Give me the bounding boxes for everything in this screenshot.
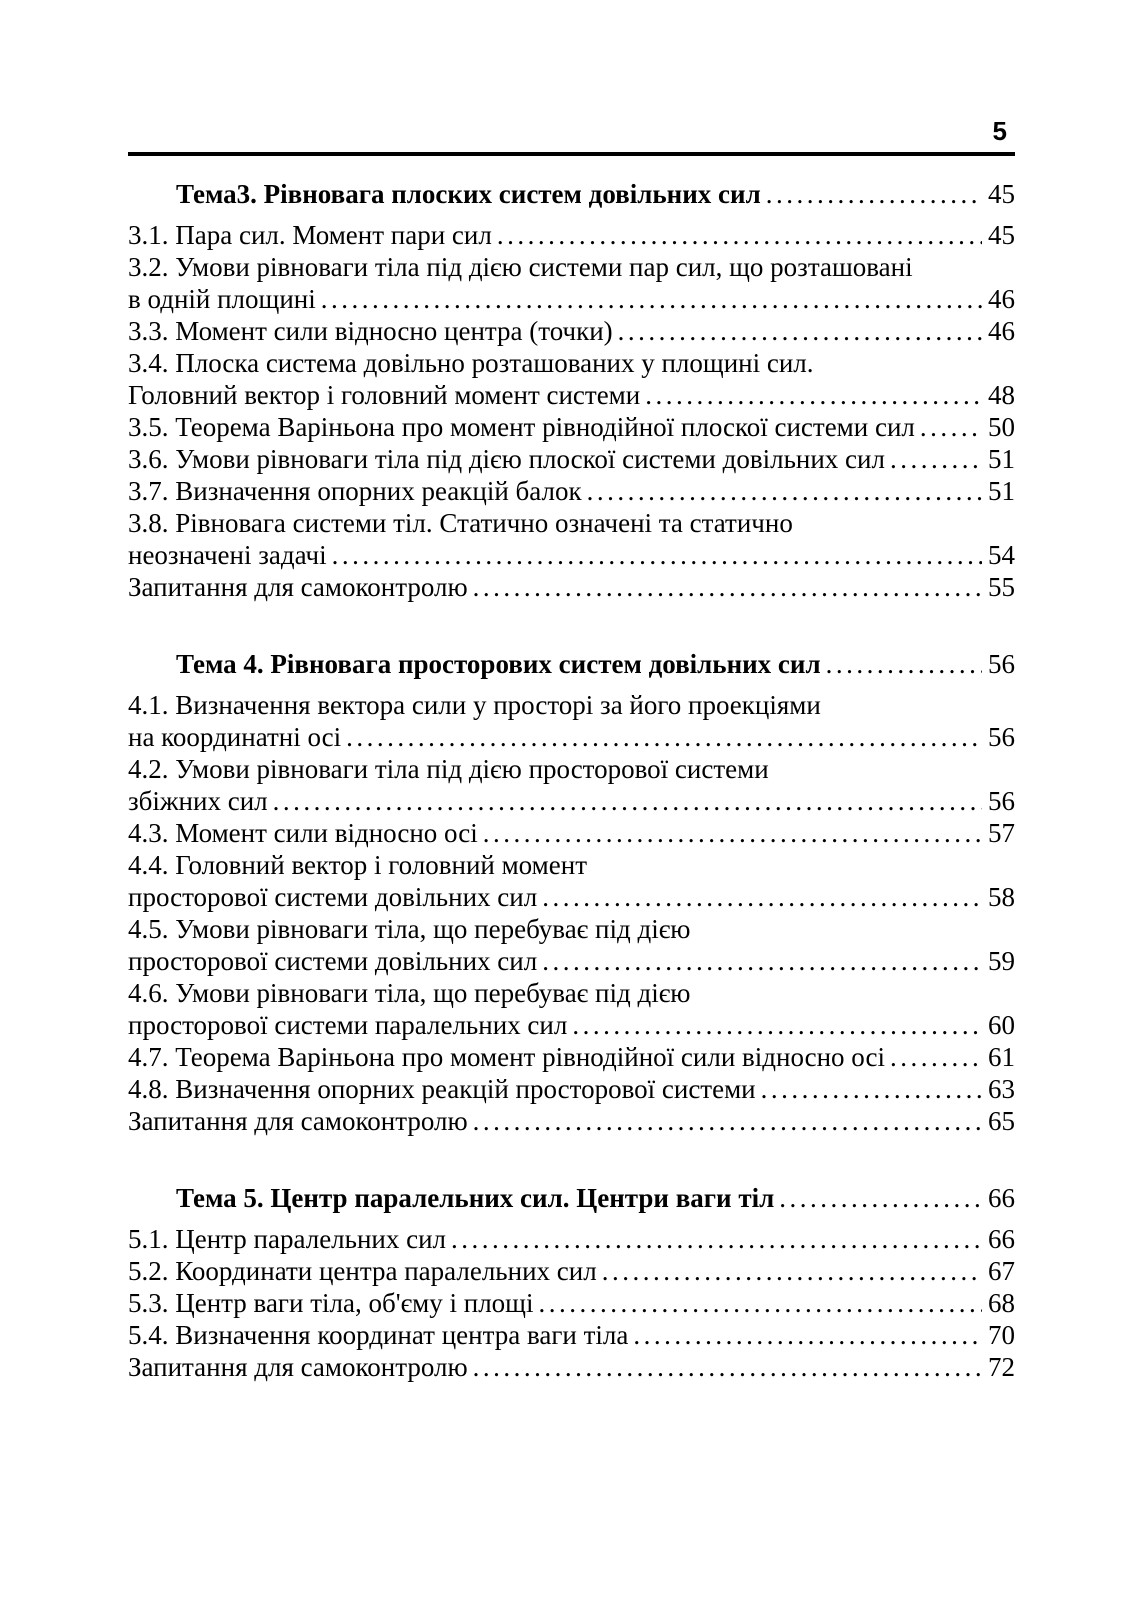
dot-leader	[779, 1182, 982, 1214]
toc-entry	[128, 753, 1015, 817]
dot-leader	[602, 1255, 982, 1287]
page-number-header: 5	[992, 116, 1007, 146]
toc-entry-row	[128, 283, 1015, 315]
toc-page-number: 51	[988, 444, 1015, 474]
toc-entry-row	[128, 945, 1015, 977]
toc-entry	[128, 1319, 1015, 1351]
toc-entry-row	[128, 1255, 1015, 1287]
dot-leader	[587, 475, 982, 507]
dot-leader	[920, 411, 982, 443]
toc-entry	[128, 1073, 1015, 1105]
dot-leader	[766, 178, 982, 210]
toc-entry-label: Головний вектор і головний момент системи	[128, 380, 641, 410]
toc-page-number: 61	[988, 1042, 1015, 1072]
toc-entry-label: просторової системи довільних сил	[128, 946, 538, 976]
dot-leader	[538, 1287, 982, 1319]
toc-entry-label: збіжних сил	[128, 786, 268, 816]
toc-entry-row	[128, 411, 1015, 443]
toc-entry-line: 4.6. Умови рівноваги тіла, що перебуває під дією	[128, 978, 691, 1008]
toc-heading-row	[128, 178, 1015, 210]
toc-entry-row	[128, 219, 1015, 251]
toc-heading-row	[128, 1182, 1015, 1214]
toc-entry-label: 3.5. Теорема Варіньона про момент рівнодійної плоскої системи сил	[128, 412, 915, 442]
toc-entry-row	[128, 785, 1015, 817]
toc-entry	[128, 219, 1015, 251]
toc-entry-line: 3.8. Рівновага системи тіл. Статично означені та статично	[128, 508, 793, 538]
toc-entry-line: 4.5. Умови рівноваги тіла, що перебуває під дією	[128, 914, 691, 944]
toc-page-number: 72	[988, 1352, 1015, 1382]
dot-leader	[890, 1041, 982, 1073]
toc-section	[128, 648, 1015, 1137]
dot-leader	[473, 1351, 982, 1383]
toc-entry-row	[128, 379, 1015, 411]
dot-leader	[890, 443, 982, 475]
dot-leader	[473, 571, 982, 603]
toc-entry-row	[128, 1073, 1015, 1105]
toc-entry-label: 3.6. Умови рівноваги тіла під дією плоскої системи довільних сил	[128, 444, 885, 474]
toc-entry	[128, 1287, 1015, 1319]
toc-page-number: 68	[988, 1288, 1015, 1318]
toc-entry-label: в одній площині	[128, 284, 316, 314]
dot-leader	[483, 817, 982, 849]
toc-entry-row	[128, 443, 1015, 475]
toc-page-number: 55	[988, 572, 1015, 602]
toc-entry	[128, 689, 1015, 753]
toc-entry	[128, 913, 1015, 977]
toc-entry-row	[128, 721, 1015, 753]
toc-page-number: 50	[988, 412, 1015, 442]
toc-page-number: 57	[988, 818, 1015, 848]
toc-entry-label: на координатні осі	[128, 722, 342, 752]
toc-entry-row	[128, 817, 1015, 849]
toc-entry-line: 4.4. Головний вектор і головний момент	[128, 850, 587, 880]
toc-page-number: 65	[988, 1106, 1015, 1136]
toc-entry-row	[128, 1105, 1015, 1137]
dot-leader	[826, 648, 982, 680]
toc-page-number: 54	[988, 540, 1015, 570]
toc-entry-label: Запитання для самоконтролю	[128, 1352, 468, 1382]
toc-section	[128, 1182, 1015, 1383]
toc-entry-label: 5.4. Визначення координат центра ваги тіла	[128, 1320, 629, 1350]
toc-page-number: 56	[988, 786, 1015, 816]
toc-entry-label: неозначені задачі	[128, 540, 327, 570]
toc-entry-label: просторової системи довільних сил	[128, 882, 538, 912]
toc-page-number: 56	[988, 649, 1015, 679]
toc-entry-row	[128, 1041, 1015, 1073]
dot-leader	[572, 1009, 982, 1041]
toc-entry	[128, 507, 1015, 571]
toc-entry-label: 3.1. Пара сил. Момент пари сил	[128, 220, 492, 250]
toc-entry-label: 4.7. Теорема Варіньона про момент рівнодійної сили відносно осі	[128, 1042, 885, 1072]
toc-page-number: 58	[988, 882, 1015, 912]
dot-leader	[451, 1223, 982, 1255]
toc-entry-label: просторової системи паралельних сил	[128, 1010, 568, 1040]
toc-entry-row	[128, 1009, 1015, 1041]
toc-page-number: 51	[988, 476, 1015, 506]
toc-page-number: 45	[988, 179, 1015, 209]
toc-page-number: 63	[988, 1074, 1015, 1104]
toc-entry	[128, 1105, 1015, 1137]
toc-entry-line: 3.2. Умови рівноваги тіла під дією системи пар сил, що розташовані	[128, 252, 913, 282]
toc-heading-label: Тема 5. Центр паралельних сил. Центри ваги тіл	[176, 1183, 775, 1213]
toc-entry-row	[128, 475, 1015, 507]
toc	[128, 178, 1015, 1383]
toc-entry-label: 3.7. Визначення опорних реакцій балок	[128, 476, 582, 506]
toc-entry-row	[128, 1319, 1015, 1351]
toc-entry	[128, 1041, 1015, 1073]
toc-page-number: 60	[988, 1010, 1015, 1040]
toc-entry-row	[128, 1351, 1015, 1383]
toc-page-number: 56	[988, 722, 1015, 752]
toc-entry	[128, 1255, 1015, 1287]
toc-page-number: 59	[988, 946, 1015, 976]
toc-entry	[128, 251, 1015, 315]
toc-page-number: 70	[988, 1320, 1015, 1350]
dot-leader	[321, 283, 982, 315]
toc-entry	[128, 817, 1015, 849]
toc-entry-row	[128, 539, 1015, 571]
toc-page-number: 46	[988, 316, 1015, 346]
toc-page-number: 66	[988, 1183, 1015, 1213]
toc-entry	[128, 315, 1015, 347]
toc-entry	[128, 411, 1015, 443]
dot-leader	[346, 721, 982, 753]
toc-entry-label: Запитання для самоконтролю	[128, 572, 468, 602]
toc-section	[128, 178, 1015, 603]
toc-entry-label: 5.1. Центр паралельних сил	[128, 1224, 447, 1254]
toc-heading-label: Тема 4. Рівновага просторових систем довільних сил	[176, 649, 821, 679]
toc-heading-label: Тема3. Рівновага плоских систем довільних сил	[176, 179, 761, 209]
dot-leader	[633, 1319, 982, 1351]
toc-entry-label: 5.3. Центр ваги тіла, об'єму і площі	[128, 1288, 534, 1318]
toc-entry-row	[128, 881, 1015, 913]
toc-page-number: 45	[988, 220, 1015, 250]
toc-entry-row	[128, 1287, 1015, 1319]
toc-entry-label: Запитання для самоконтролю	[128, 1106, 468, 1136]
toc-entry	[128, 571, 1015, 603]
toc-entry-line: 3.4. Плоска система довільно розташованих у площині сил.	[128, 348, 814, 378]
toc-entry-row	[128, 571, 1015, 603]
dot-leader	[332, 539, 982, 571]
dot-leader	[761, 1073, 982, 1105]
toc-entry	[128, 1223, 1015, 1255]
header-rule	[128, 152, 1015, 156]
toc-entry-line: 4.1. Визначення вектора сили у просторі за його проекціями	[128, 690, 821, 720]
toc-entry	[128, 849, 1015, 913]
toc-entry-label: 4.3. Момент сили відносно осі	[128, 818, 478, 848]
toc-page-number: 66	[988, 1224, 1015, 1254]
dot-leader	[497, 219, 982, 251]
toc-entry-row	[128, 1223, 1015, 1255]
toc-page-number: 67	[988, 1256, 1015, 1286]
dot-leader	[542, 881, 982, 913]
toc-entry-row	[128, 315, 1015, 347]
dot-leader	[473, 1105, 982, 1137]
toc-entry-label: 4.8. Визначення опорних реакцій просторової системи	[128, 1074, 756, 1104]
toc-entry	[128, 475, 1015, 507]
dot-leader	[618, 315, 982, 347]
toc-entry-label: 3.3. Момент сили відносно центра (точки)	[128, 316, 613, 346]
toc-entry	[128, 443, 1015, 475]
dot-leader	[645, 379, 982, 411]
toc-heading-row	[128, 648, 1015, 680]
toc-page-number: 48	[988, 380, 1015, 410]
dot-leader	[542, 945, 982, 977]
toc-entry	[128, 1351, 1015, 1383]
toc-entry-line: 4.2. Умови рівноваги тіла під дією просторової системи	[128, 754, 769, 784]
toc-entry-label: 5.2. Координати центра паралельних сил	[128, 1256, 597, 1286]
dot-leader	[273, 785, 982, 817]
toc-page-number: 46	[988, 284, 1015, 314]
toc-entry	[128, 977, 1015, 1041]
toc-entry	[128, 347, 1015, 411]
